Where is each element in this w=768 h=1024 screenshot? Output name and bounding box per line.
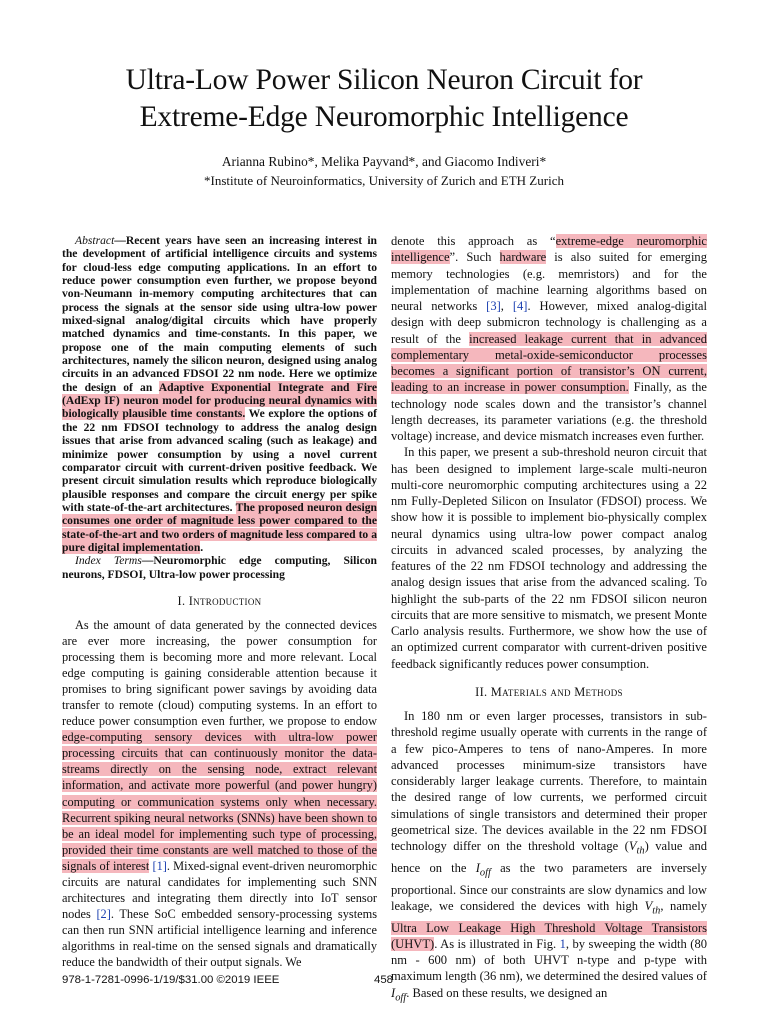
highlight: Ultra Low Leakage High Threshold Voltage Transistors (UHVT) [391, 920, 707, 951]
text: ”. Such [449, 250, 500, 265]
highlight: The proposed neuron design consumes one order of magnitude less power compared to the state-of-the-art and two orders of magnitude less compared to a pure digital implementation [62, 500, 377, 554]
math-symbol: I [475, 860, 480, 875]
author-list: Arianna Rubino*, Melika Payvand*, and Giacomo Indiveri* [221, 154, 547, 169]
highlight: edge-computing sensory devices with ultra-low power processing circuits that can continuously monitor the data-streams directly on the sensing node, extract relevant information, and activate more powerful (and power hungry) computing or communication systems only when necessary. Recurrent spiking neural networks (SNNs) have been shown to be an ideal model for implementing such type of processing, provided their time constants are well matched to those of the signals of interest [62, 730, 377, 873]
highlight: extreme-edge neuromorphic intelligence [391, 234, 707, 265]
text: ) value and hence on the [391, 839, 707, 875]
abstract-text-2: We explore the options of the 22 nm FDSOI technology to address the analog design issues that arise from advanced scaling (such as leakage) and minimize power consumption by using a novel current comparator circuit with current-driven positive feedback. We present circuit simulation results which reproduce biologically plausible responses and compare the circuit energy per spike with state-of-the-art architectures. [62, 407, 377, 514]
intro-text-1: As the amount of data generated by the connected devices are ever more increasing, the power consumption for processing them is becoming more and more relevant. Local edge computing is gaining considerable attention because it promises to bring significant power savings by avoiding data transfer to remote (cloud) computing systems. In an effort to reduce power consumption even further, we propose to endow [62, 617, 377, 729]
affiliation: *Institute of Neuroinformatics, University of Zurich and ETH Zurich [204, 173, 564, 188]
section-heading-methods: II. Materials and Methods [475, 684, 623, 699]
citation-link[interactable]: [2] [96, 906, 111, 921]
text: , namely [660, 898, 707, 913]
math-subscript: off [479, 867, 491, 879]
text: Finally, as the technology node scales down and the transistor’s channel length decreases, its parameter variations (e.g. the threshold voltage) increase, and device mismatch increases even further. [391, 380, 707, 443]
abstract [62, 234, 377, 554]
section-heading-introduction: I. Introduction [177, 593, 262, 608]
citation-link[interactable]: [4] [512, 299, 528, 313]
math-symbol: V [628, 839, 637, 853]
abstract-text-1: —Recent years have seen an increasing interest in the development of artificial intelligence circuits and systems for cloud-less edge computing applications. In an effort to reduce power consumption even further, we propose beyond von-Neumann in-memory computing architectures that can process the signals at the sensor side using ultra-low power mixed-signal analog/digital circuits which have properly matched dynamics and time-constants. In this paper, we propose one of the main computing elements of such architectures, namely the silicon neuron, designed using analog circuits in an advanced FDSOI 22 nm node. Here we optimize the design of an [62, 234, 377, 394]
math-subscript: th [652, 905, 661, 917]
math-subscript: off [395, 992, 407, 1003]
abstract-lead: Abstract [75, 234, 115, 247]
highlight: increased [469, 331, 517, 346]
text: , [500, 299, 513, 313]
right-paragraph-2: In this paper, we present a sub-threshold neuron circuit that has been designed to implement large-scale multi-neuron multi-core neuromorphic computing architectures using a 22 nm Fully-Depleted Silicon on Insulator (FDSOI) process. We show how it is possible to implement bio-physically complex neural dynamics using ultra-low power compact analog circuits in advanced scaled processes, by analyzing the features of the 22 nm FDSOI technology and addressing the analog design issues that arise from the advanced scaling. To highlight the sub-parts of the 22 nm FDSOI silicon neuron circuits that are more sensitive to mismatch, we present Monte Carlo analysis results. Furthermore, we show how the use of an optimized current comparator with current-driven positive feedback significantly reduces power consumption. [391, 445, 707, 671]
text: denote this approach as “ [391, 234, 556, 248]
text: . Based on these results, we designed an [406, 985, 608, 1000]
intro-text-3: . Mixed-signal event-driven neuromorphic circuits are natural candidates for implementing such SNN architectures and integrating them directly into IoT sensor nodes [62, 858, 378, 921]
title-line-1: Ultra-Low Power Silicon Neuron Circuit for [125, 64, 643, 96]
math-subscript: th [636, 845, 645, 857]
page-number: 458 [374, 974, 394, 986]
title-line-2: Extreme-Edge Neuromorphic Intelligence [139, 101, 629, 133]
index-terms-text: —Neuromorphic edge computing, Silicon neurons, FDSOI, Ultra-low power processing [62, 554, 377, 581]
text: , by sweeping the width (80 nm - 600 nm) of both UHVT n-type and p-type with maximum length (36 nm), we determined the desired values of [391, 936, 708, 984]
intro-paragraph [62, 617, 377, 970]
highlight: leakage current that in advanced complementary metal-oxide-semiconductor processes becomes a significant portion of transistor’s ON current, leading to an increase in power consumption. [391, 331, 707, 395]
methods-paragraph [391, 708, 707, 1006]
text: is also suited for emerging memory technologies (e.g. memristors) and for the implementation of machine learning algorithms based on neural networks [391, 250, 707, 313]
paper-title [0, 62, 768, 136]
citation-link[interactable]: [3] [486, 299, 501, 313]
text: . As is illustrated in Fig. [434, 936, 560, 951]
text: as the two parameters are inversely proportional. Since our constraints are slow dynamics and low leakage, we considered the devices with high [391, 860, 707, 913]
left-column [62, 234, 377, 970]
math-symbol: V [644, 898, 653, 913]
footer-isbn: 978-1-7281-0996-1/19/$31.00 ©2019 IEEE [62, 974, 280, 986]
figure-link[interactable]: 1 [559, 936, 566, 951]
intro-text-4: . These SoC embedded sensory-processing systems can then run SNN artificial intelligence learning and inference algorithms in real-time on the sensed signals and dramatically reduce the bandwidth of their output signals. We [62, 906, 378, 969]
index-terms [62, 554, 377, 581]
abstract-text-3: . [200, 540, 204, 554]
math-symbol: I [391, 985, 396, 1000]
right-paragraph-1 [391, 233, 707, 444]
right-column [391, 233, 707, 1006]
citation-link[interactable]: [1] [152, 858, 167, 873]
highlight: Adaptive Exponential Integrate and Fire (AdExp IF) neuron model for producing neural dynamics with biologically plausible time constants. [62, 380, 377, 421]
index-terms-lead: Index Terms [75, 554, 142, 568]
text: . However, mixed analog-digital design with deep submicron technology is challenging as a result of the [391, 299, 707, 346]
text: In 180 nm or even larger processes, transistors in sub-threshold regime usually operate with currents in the range of a few pico-Amperes to tens of nano-Amperes. In more advanced processes minimum-size transistors have considerably larger leakage currents. Therefore, to maintain the desired range of low currents, we performed circuit simulations of single transistors and determined their proper geometrical size. The devices available in the 22 nm FDSOI technology differ on the threshold voltage ( [391, 709, 707, 853]
highlight: hardware [499, 250, 547, 265]
